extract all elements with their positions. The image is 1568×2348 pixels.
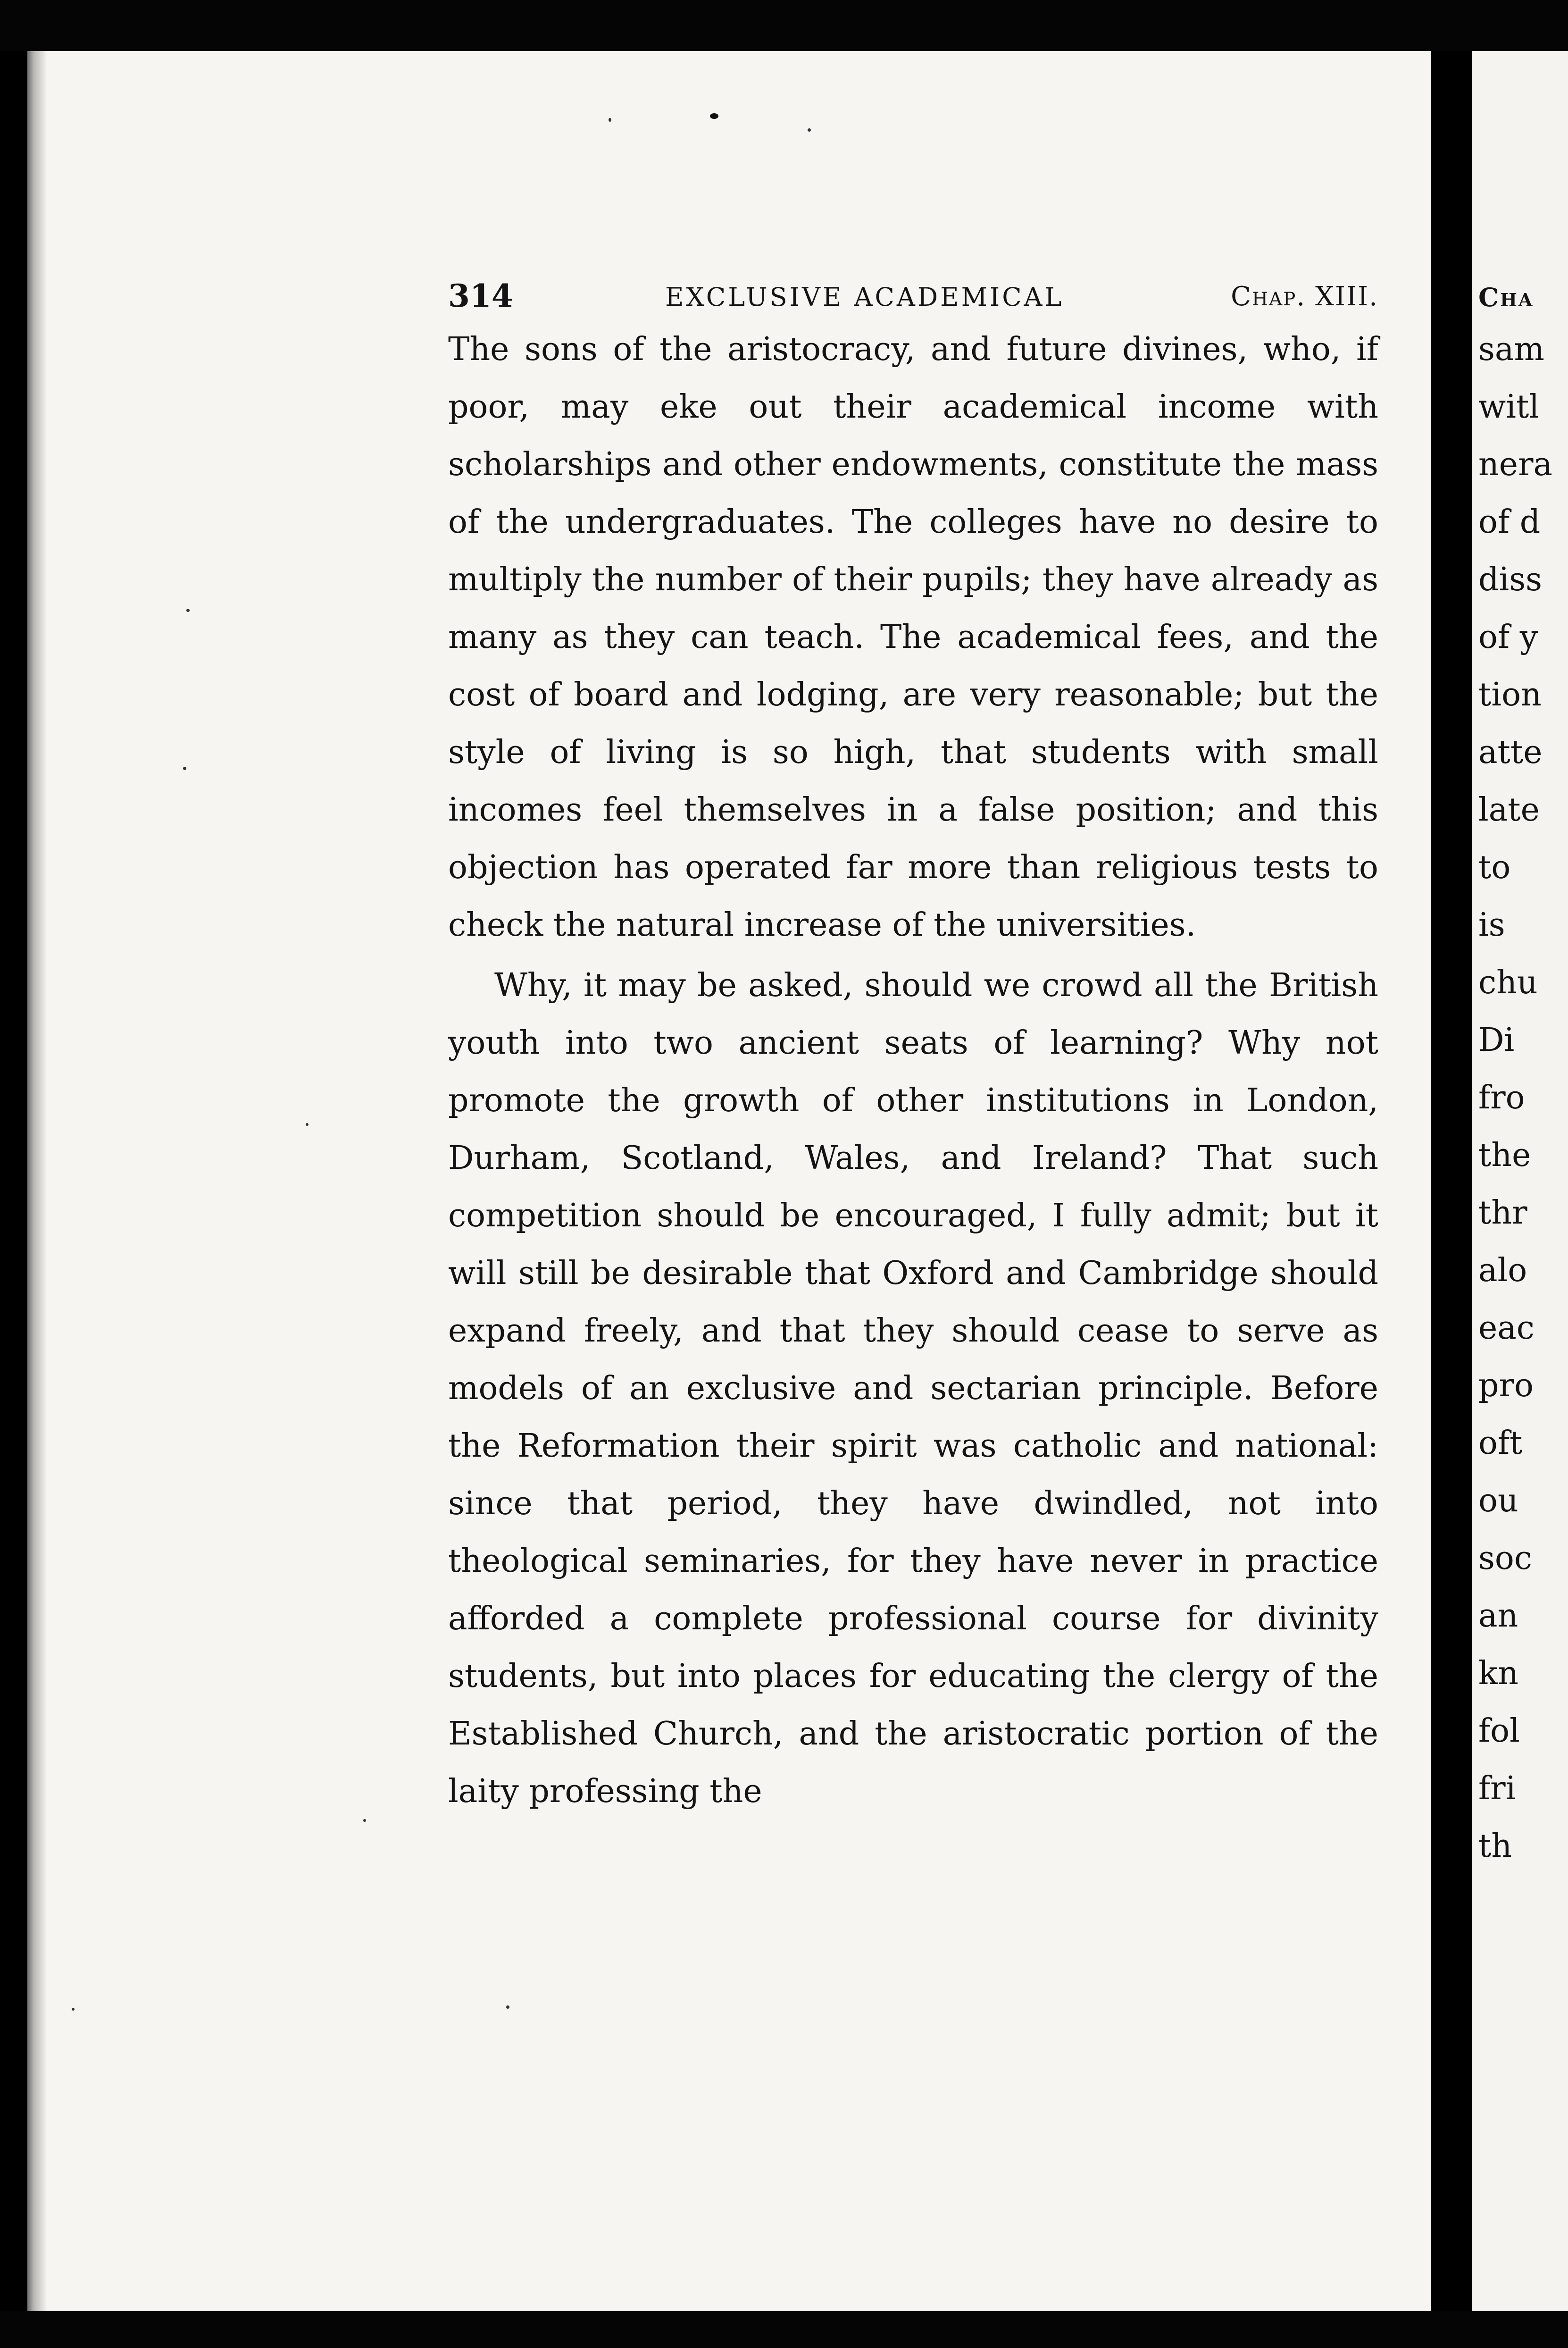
right-page-line-fragment: of y: [1478, 619, 1538, 656]
right-page-line-fragment: tion: [1478, 676, 1542, 713]
right-page-lines: [1478, 321, 1552, 1875]
right-page-line-fragment: thr: [1478, 1194, 1527, 1232]
running-title: EXCLUSIVE ACADEMICAL: [665, 282, 1064, 312]
right-page-line-fragment: sam: [1478, 331, 1544, 368]
paragraph: The sons of the aristocracy, and future divines, who, if poor, may eke out their academical income with scholarships and other endowments, constitute the mass of the undergraduates. The colleges have no desire to multiply the number of their pupils; they have already as many as they can teach. The academical fees, and the cost of board and lodging, are very reasonable; but the style of living is so high, that students with small incomes feel themselves in a false position; and this objection has operated far more than religious tests to check the natural increase of the universities.: [448, 331, 1378, 944]
right-page-line-fragment: witl: [1478, 388, 1540, 426]
right-page-line-fragment: soc: [1478, 1540, 1532, 1577]
right-page-line-fragment: th: [1478, 1828, 1512, 1865]
right-page-line-fragment: fro: [1478, 1079, 1525, 1116]
paper-speck: [808, 128, 811, 132]
scan-border-top: [0, 0, 1568, 51]
right-page-line-fragment: oft: [1478, 1425, 1523, 1462]
page-number: 314: [448, 277, 513, 314]
right-page-line-fragment: an: [1478, 1597, 1518, 1635]
paper-speck: [186, 609, 190, 612]
right-page-line-fragment: ou: [1478, 1482, 1518, 1519]
paper-speck: [306, 1123, 309, 1126]
scan-border-bottom: [0, 2311, 1568, 2348]
right-page-line-fragment: diss: [1478, 561, 1543, 598]
book-gutter: [1431, 51, 1472, 2311]
right-page-line-fragment: fol: [1478, 1712, 1520, 1750]
paper-speck: [506, 2005, 509, 2009]
right-page-line-fragment: the: [1478, 1137, 1531, 1174]
right-page-line-fragment: pro: [1478, 1367, 1534, 1404]
paper-speck: [72, 2008, 75, 2011]
right-page-line-fragment: of d: [1478, 503, 1541, 541]
running-head: [448, 269, 1378, 321]
paragraph: Why, it may be asked, should we crowd all the British youth into two ancient seats of learning? Why not promote the growth of other institutions in London, Durham, Scotland, Wales, and Ireland? That such competition should be encouraged, I fully admit; but it will still be desirable that Oxford and Cambridge should expand freely, and that they should cease to serve as models of an exclusive and sectarian principle. Before the Reformation their spirit was catholic and national: since that period, they have dwindled, not into theological seminaries, for they have never in practice afforded a complete professional course for divinity students, but into places for educating the clergy of the Established Church, and the aristocratic portion of the laity professing the: [448, 967, 1378, 1810]
right-page-line-fragment: Di: [1478, 1022, 1515, 1059]
left-page-text: [448, 269, 1378, 1820]
right-running-head: Cha: [1478, 282, 1534, 312]
right-page-line-fragment: alo: [1478, 1252, 1527, 1289]
right-page-line-fragment: kn: [1478, 1655, 1518, 1692]
right-page-line-fragment: chu: [1478, 964, 1538, 1001]
chapter-reference: Chap. XIII.: [1231, 281, 1378, 312]
paper-speck: [363, 1819, 366, 1822]
right-page-line-fragment: fri: [1478, 1770, 1516, 1807]
paper-speck: [609, 118, 611, 122]
right-page-line-fragment: nera: [1478, 446, 1553, 483]
right-page-line-fragment: eac: [1478, 1309, 1535, 1347]
right-page-line-fragment: is: [1478, 906, 1505, 944]
right-page-text: [1478, 269, 1552, 1875]
right-page-line-fragment: to: [1478, 849, 1511, 886]
paper-speck: [710, 113, 718, 119]
paper-speck: [183, 767, 186, 770]
right-page-line-fragment: atte: [1478, 734, 1543, 771]
left-page-edge-shadow: [27, 51, 56, 2311]
right-page-line-fragment: late: [1478, 791, 1540, 829]
